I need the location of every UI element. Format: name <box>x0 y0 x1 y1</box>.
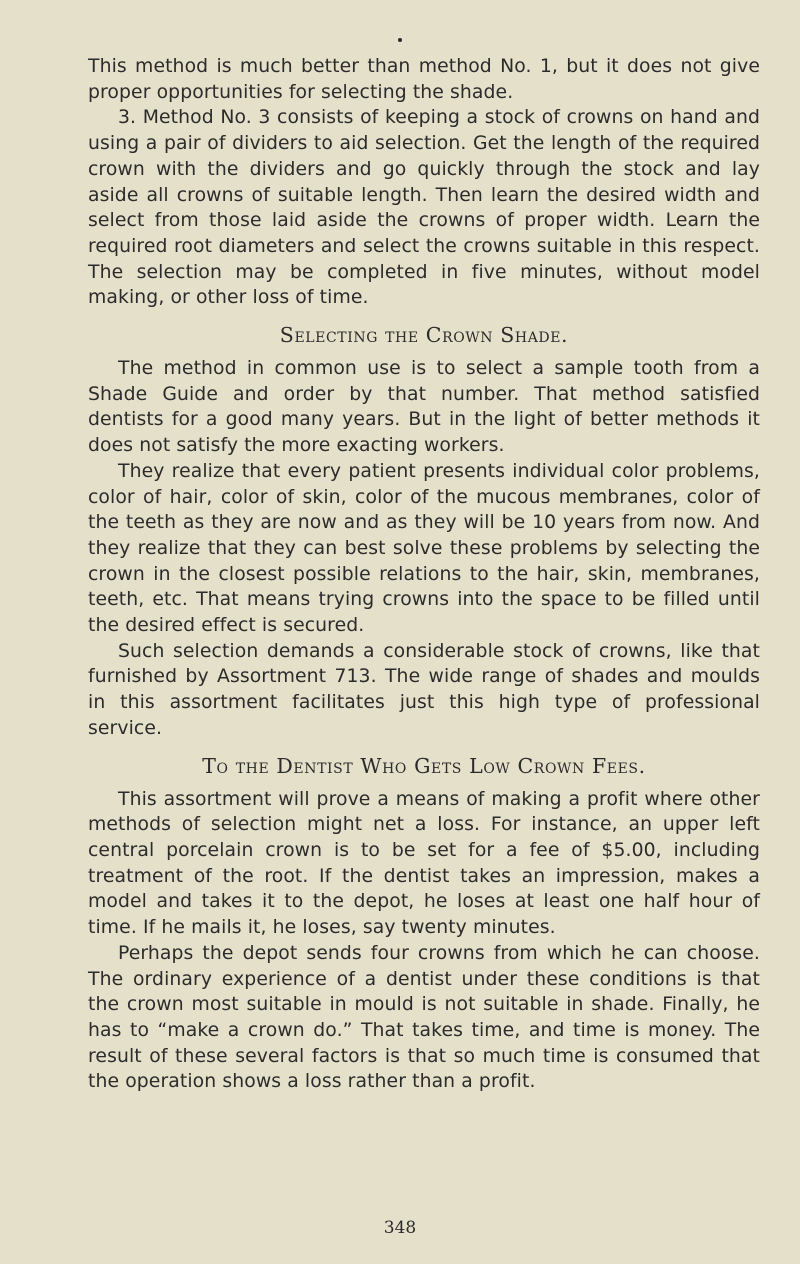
paragraph-depot-crowns: Perhaps the depot sends four crowns from which he can choose. The ordinary experience of a dentist under these conditions is that the crown most suitable in mould is not suitable in shade. Finally, he has to “make a crown do.” That takes time, and time is money. The result of these several factors is that so much time is consumed that the operation shows a loss rather than a profit. <box>88 942 760 1093</box>
body-text <box>88 54 760 1095</box>
page-number: 348 <box>383 1218 417 1238</box>
paragraph-color-problems: They realize that every patient presents individual color problems, color of hair, color of skin, color of the mucous membranes, color of the teeth as they are now and as they will be 10 years from now. And they realize that they can best solve these problems by selecting the crown in the closest possible relations to the hair, skin, membranes, teeth, etc. That means trying crowns into the space to be filled until the desired effect is secured. <box>88 460 760 637</box>
paragraph-shade-guide: The method in common use is to select a sample tooth from a Shade Guide and order by that number. That method satisfied dentists for a good many years. But in the light of better methods it does not satisfy the more exacting workers. <box>88 358 760 457</box>
paragraph-assortment-713: Such selection demands a considerable stock of crowns, like that furnished by Assortment 713. The wide range of shades and moulds in this assortment facilitates just this high type of professional service. <box>88 640 760 739</box>
paragraph-method-2-conclusion: This method is much better than method No. 1, but it does not give proper opportunities for selecting the shade. <box>88 56 760 103</box>
paragraph-profit-example: This assortment will prove a means of making a profit where other methods of selection might net a loss. For instance, an upper left central porcelain crown is to be set for a fee of $5.00, including treatment of the root. If the dentist takes an impression, makes a model and takes it to the depot, he loses at least one half hour of time. If he mails it, he loses, say twenty minutes. <box>88 788 760 939</box>
page-mark-dot <box>398 38 402 42</box>
section-heading-crown-shade: Selecting the Crown Shade. <box>279 323 569 348</box>
paragraph-method-3: 3. Method No. 3 consists of keeping a stock of crowns on hand and using a pair of dividers to aid selection. Get the length of the required crown with the dividers and go quickly through the stock and lay aside all crowns of suitable length. Then learn the desired width and select from those laid aside the crowns of proper width. Learn the required root diameters and select the crowns suitable in this respect. The selection may be completed in five minutes, without model making, or other loss of time. <box>88 107 760 309</box>
section-heading-low-crown-fees: To the Dentist Who Gets Low Crown Fees. <box>202 753 646 778</box>
